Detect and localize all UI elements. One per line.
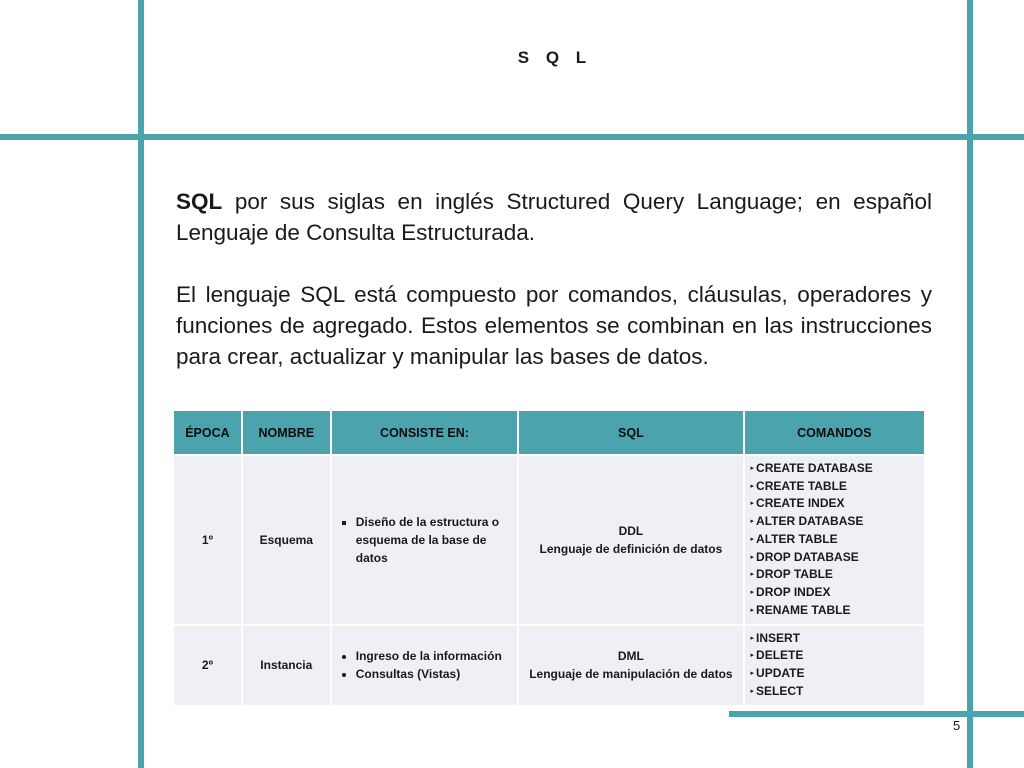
header-nombre: NOMBRE: [242, 410, 331, 455]
header-sql: SQL: [518, 410, 743, 455]
cell-comandos: [744, 625, 925, 706]
command-item: ▸ SELECT: [751, 683, 918, 701]
slide-title: S Q L: [517, 48, 593, 67]
cell-epoca: 1º: [173, 455, 242, 625]
table-row: [173, 625, 925, 706]
command-item: ▸ CREATE DATABASE: [751, 460, 918, 478]
command-item: ▸ RENAME TABLE: [751, 602, 918, 620]
cell-nombre: Esquema: [242, 455, 331, 625]
header-comandos: COMANDOS: [744, 410, 925, 455]
command-item: ▸ DROP DATABASE: [751, 549, 918, 567]
cell-sql: [518, 625, 743, 706]
command-item: ▸ DROP INDEX: [751, 584, 918, 602]
table-header-row: [173, 410, 925, 455]
command-item: ▸ ALTER TABLE: [751, 531, 918, 549]
definition-paragraph: [176, 186, 932, 248]
sql-description: Lenguaje de definición de datos: [539, 541, 723, 556]
command-item: ▸ ALTER DATABASE: [751, 513, 918, 531]
cell-comandos: [744, 455, 925, 625]
command-item: ▸ CREATE INDEX: [751, 495, 918, 513]
header-epoca: ÉPOCA: [173, 410, 242, 455]
command-item: ▸ DELETE: [751, 647, 918, 665]
cell-consiste: [331, 625, 519, 706]
description-paragraph: El lenguaje SQL está compuesto por comandos, cláusulas, operadores y funciones de agregado. Estos elementos se combinan en las instrucciones para crear, actualizar y manipular las bases de datos.: [176, 282, 932, 369]
sql-table: [172, 409, 926, 707]
command-item: ▸ CREATE TABLE: [751, 478, 918, 496]
cell-sql: [518, 455, 743, 625]
frame-top-divider: [0, 134, 1024, 140]
command-item: ▸ UPDATE: [751, 665, 918, 683]
page-number: 5: [953, 718, 961, 733]
cell-consiste: [331, 455, 519, 625]
cell-epoca: 2º: [173, 625, 242, 706]
definition-text: por sus siglas en inglés Structured Query Language; en español Lenguaje de Consulta Estructurada.: [176, 189, 932, 245]
frame-right-line: [967, 0, 973, 768]
sql-code: DML: [617, 649, 644, 664]
list-item: • Consultas (Vistas): [356, 665, 512, 683]
list-item: • Ingreso de la información: [356, 647, 512, 665]
frame-left-line: [138, 0, 144, 768]
command-item: ▸ INSERT: [751, 630, 918, 648]
command-item: ▸ DROP TABLE: [751, 566, 918, 584]
sql-description: Lenguaje de manipulación de datos: [529, 667, 733, 682]
sql-code: DDL: [618, 523, 644, 538]
cell-nombre: Instancia: [242, 625, 331, 706]
frame-bottom-accent: [729, 711, 1024, 717]
list-item: ▪ Diseño de la estructura o esquema de la base de datos: [356, 513, 512, 567]
sql-bold-term: SQL: [176, 189, 223, 214]
header-consiste: CONSISTE EN:: [331, 410, 519, 455]
table-row: [173, 455, 925, 625]
